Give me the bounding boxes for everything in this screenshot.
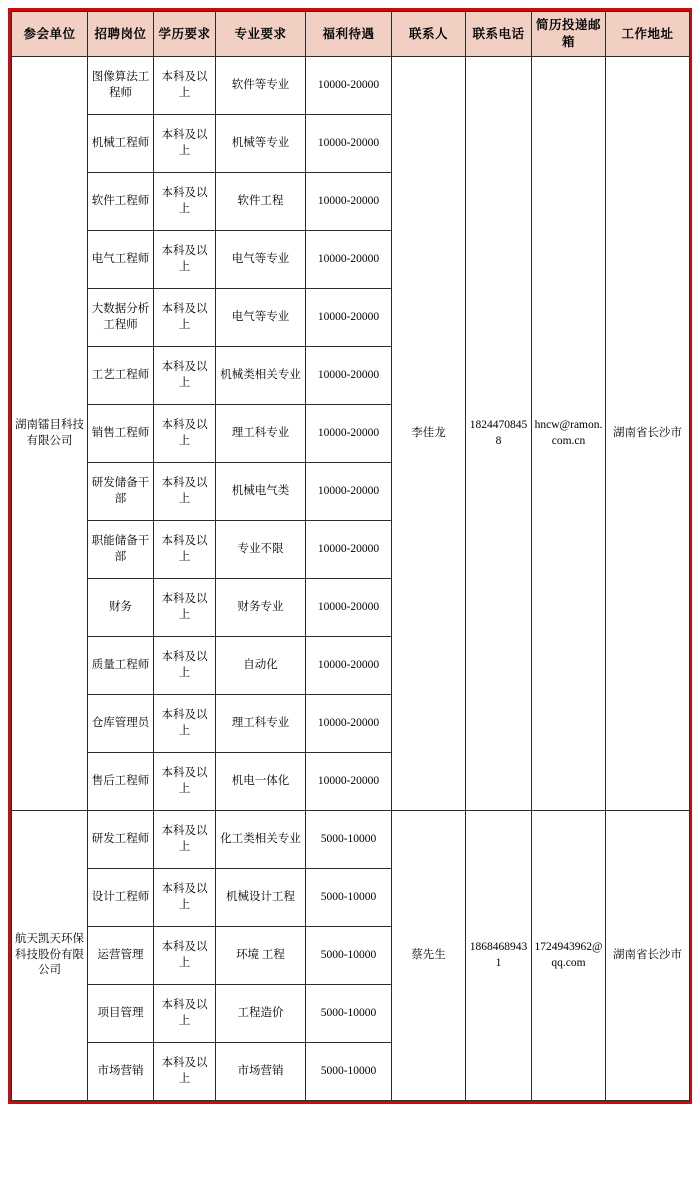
table-body <box>12 57 690 1101</box>
cell-position: 仓库管理员 <box>88 695 154 753</box>
cell-education: 本科及以上 <box>154 463 216 521</box>
cell-company-name: 航天凯天环保科技股份有限公司 <box>12 811 88 1101</box>
cell-position: 研发储备干部 <box>88 463 154 521</box>
cell-salary: 5000-10000 <box>306 985 392 1043</box>
cell-contact-person: 蔡先生 <box>392 811 466 1101</box>
column-header-salary: 福利待遇 <box>306 12 392 57</box>
cell-salary: 5000-10000 <box>306 811 392 869</box>
recruitment-table <box>11 11 690 1101</box>
cell-contact-person: 李佳龙 <box>392 57 466 811</box>
cell-major: 机械电气类 <box>216 463 306 521</box>
cell-position: 销售工程师 <box>88 405 154 463</box>
cell-contact-phone: 18244708458 <box>466 57 532 811</box>
cell-salary: 10000-20000 <box>306 753 392 811</box>
cell-education: 本科及以上 <box>154 695 216 753</box>
cell-position: 机械工程师 <box>88 115 154 173</box>
cell-work-location: 湖南省长沙市 <box>606 57 690 811</box>
cell-major: 电气等专业 <box>216 289 306 347</box>
cell-education: 本科及以上 <box>154 753 216 811</box>
cell-major: 机械等专业 <box>216 115 306 173</box>
cell-salary: 10000-20000 <box>306 57 392 115</box>
cell-work-location: 湖南省长沙市 <box>606 811 690 1101</box>
table-frame <box>8 8 692 1104</box>
column-header-email: 简历投递邮箱 <box>532 12 606 57</box>
header-row <box>12 12 690 57</box>
cell-position: 市场营销 <box>88 1043 154 1101</box>
cell-position: 软件工程师 <box>88 173 154 231</box>
column-header-contact: 联系人 <box>392 12 466 57</box>
cell-position: 售后工程师 <box>88 753 154 811</box>
cell-salary: 5000-10000 <box>306 927 392 985</box>
cell-position: 设计工程师 <box>88 869 154 927</box>
cell-education: 本科及以上 <box>154 289 216 347</box>
cell-salary: 5000-10000 <box>306 869 392 927</box>
cell-education: 本科及以上 <box>154 811 216 869</box>
cell-major: 电气等专业 <box>216 231 306 289</box>
cell-position: 图像算法工程师 <box>88 57 154 115</box>
cell-salary: 10000-20000 <box>306 347 392 405</box>
column-header-major: 专业要求 <box>216 12 306 57</box>
cell-major: 机械类相关专业 <box>216 347 306 405</box>
cell-major: 机电一体化 <box>216 753 306 811</box>
cell-salary: 10000-20000 <box>306 115 392 173</box>
cell-education: 本科及以上 <box>154 347 216 405</box>
cell-major: 自动化 <box>216 637 306 695</box>
cell-salary: 10000-20000 <box>306 289 392 347</box>
cell-resume-email: hncw@ramon.com.cn <box>532 57 606 811</box>
cell-education: 本科及以上 <box>154 405 216 463</box>
cell-major: 专业不限 <box>216 521 306 579</box>
cell-salary: 10000-20000 <box>306 173 392 231</box>
column-header-location: 工作地址 <box>606 12 690 57</box>
cell-salary: 10000-20000 <box>306 579 392 637</box>
cell-major: 财务专业 <box>216 579 306 637</box>
cell-salary: 10000-20000 <box>306 405 392 463</box>
cell-education: 本科及以上 <box>154 579 216 637</box>
column-header-phone: 联系电话 <box>466 12 532 57</box>
column-header-position: 招聘岗位 <box>88 12 154 57</box>
cell-education: 本科及以上 <box>154 115 216 173</box>
cell-education: 本科及以上 <box>154 1043 216 1101</box>
cell-position: 大数据分析工程师 <box>88 289 154 347</box>
cell-company-name: 湖南镭目科技有限公司 <box>12 57 88 811</box>
cell-education: 本科及以上 <box>154 173 216 231</box>
table-row <box>12 57 690 115</box>
cell-position: 职能储备干部 <box>88 521 154 579</box>
column-header-education: 学历要求 <box>154 12 216 57</box>
cell-education: 本科及以上 <box>154 869 216 927</box>
cell-major: 软件工程 <box>216 173 306 231</box>
cell-salary: 10000-20000 <box>306 637 392 695</box>
cell-education: 本科及以上 <box>154 637 216 695</box>
cell-salary: 10000-20000 <box>306 231 392 289</box>
cell-salary: 10000-20000 <box>306 695 392 753</box>
cell-salary: 10000-20000 <box>306 521 392 579</box>
cell-major: 环境 工程 <box>216 927 306 985</box>
cell-major: 市场营销 <box>216 1043 306 1101</box>
cell-contact-phone: 18684689431 <box>466 811 532 1101</box>
cell-resume-email: 1724943962@qq.com <box>532 811 606 1101</box>
cell-education: 本科及以上 <box>154 985 216 1043</box>
column-header-company: 参会单位 <box>12 12 88 57</box>
cell-major: 理工科专业 <box>216 405 306 463</box>
cell-position: 工艺工程师 <box>88 347 154 405</box>
cell-major: 理工科专业 <box>216 695 306 753</box>
cell-major: 软件等专业 <box>216 57 306 115</box>
cell-major: 工程造价 <box>216 985 306 1043</box>
cell-position: 研发工程师 <box>88 811 154 869</box>
cell-education: 本科及以上 <box>154 927 216 985</box>
table-header <box>12 12 690 57</box>
cell-position: 运营管理 <box>88 927 154 985</box>
cell-salary: 5000-10000 <box>306 1043 392 1101</box>
cell-salary: 10000-20000 <box>306 463 392 521</box>
cell-education: 本科及以上 <box>154 57 216 115</box>
cell-major: 机械设计工程 <box>216 869 306 927</box>
cell-position: 项目管理 <box>88 985 154 1043</box>
cell-position: 财务 <box>88 579 154 637</box>
cell-education: 本科及以上 <box>154 231 216 289</box>
cell-major: 化工类相关专业 <box>216 811 306 869</box>
cell-position: 质量工程师 <box>88 637 154 695</box>
cell-education: 本科及以上 <box>154 521 216 579</box>
cell-position: 电气工程师 <box>88 231 154 289</box>
table-row <box>12 811 690 869</box>
